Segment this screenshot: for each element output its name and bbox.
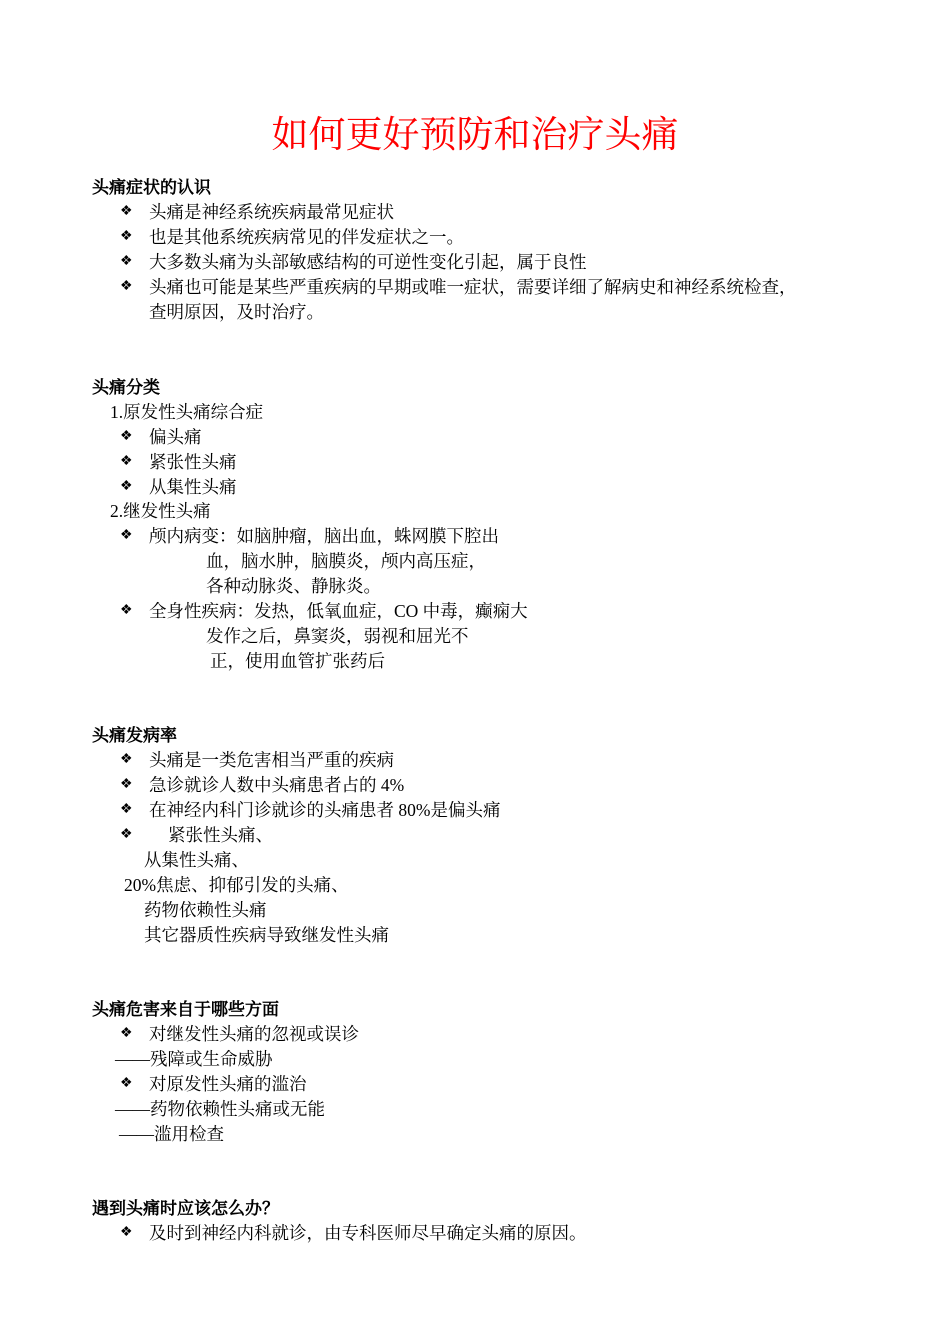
list-item-continuation: 发作之后，鼻窦炎，弱视和屈光不 xyxy=(206,626,469,646)
list-item: 偏头痛 xyxy=(149,427,202,447)
section-heading-symptoms: 头痛症状的认识 xyxy=(92,178,211,197)
subheading-primary: 1.原发性头痛综合症 xyxy=(110,402,264,422)
list-item-continuation: 各种动脉炎、静脉炎。 xyxy=(206,576,381,596)
bullet-icon: ❖ xyxy=(120,827,133,842)
list-item-continuation: 查明原因，及时治疗。 xyxy=(149,302,324,322)
list-item-continuation: 血，脑水肿，脑膜炎，颅内高压症， xyxy=(206,551,486,571)
list-item-continuation: 其它器质性疾病导致继发性头痛 xyxy=(144,925,389,945)
bullet-icon: ❖ xyxy=(120,777,133,792)
list-item: 从集性头痛 xyxy=(149,477,237,497)
section-heading-classification: 头痛分类 xyxy=(92,378,160,397)
list-item-continuation: 20%焦虑、抑郁引发的头痛、 xyxy=(124,875,349,895)
bullet-icon: ❖ xyxy=(120,802,133,817)
list-item: 全身性疾病：发热，低氧血症，CO 中毒，癫痫大 xyxy=(149,601,528,621)
list-item: 颅内病变：如脑肿瘤，脑出血，蛛网膜下腔出 xyxy=(149,526,499,546)
list-item-continuation: ——滥用检查 xyxy=(119,1124,224,1144)
section-heading-what-to-do: 遇到头痛时应该怎么办？ xyxy=(92,1199,279,1218)
bullet-icon: ❖ xyxy=(120,1076,133,1091)
section-heading-incidence: 头痛发病率 xyxy=(92,726,177,745)
bullet-icon: ❖ xyxy=(120,254,133,269)
bullet-icon: ❖ xyxy=(120,279,133,294)
list-item: 头痛是神经系统疾病最常见症状 xyxy=(149,202,394,222)
list-item: 也是其他系统疾病常见的伴发症状之一。 xyxy=(149,227,464,247)
bullet-icon: ❖ xyxy=(120,229,133,244)
bullet-icon: ❖ xyxy=(120,603,133,618)
bullet-icon: ❖ xyxy=(120,1225,133,1240)
subheading-secondary: 2.继发性头痛 xyxy=(110,501,211,521)
list-item: 大多数头痛为头部敏感结构的可逆性变化引起，属于良性 xyxy=(149,252,587,272)
list-item-continuation: 正，使用血管扩张药后 xyxy=(210,651,385,671)
list-item: 急诊就诊人数中头痛患者占的 4% xyxy=(149,775,405,795)
bullet-icon: ❖ xyxy=(120,454,133,469)
section-heading-harm: 头痛危害来自于哪些方面 xyxy=(92,1000,279,1019)
list-item-continuation: 药物依赖性头痛 xyxy=(144,900,267,920)
bullet-icon: ❖ xyxy=(120,204,133,219)
bullet-icon: ❖ xyxy=(120,1026,133,1041)
bullet-icon: ❖ xyxy=(120,752,133,767)
list-item-continuation: ——药物依赖性头痛或无能 xyxy=(115,1099,325,1119)
document-title: 如何更好预防和治疗头痛 xyxy=(271,113,679,156)
list-item-continuation: ——残障或生命威胁 xyxy=(115,1049,273,1069)
bullet-icon: ❖ xyxy=(120,528,133,543)
list-item: 头痛也可能是某些严重疾病的早期或唯一症状，需要详细了解病史和神经系统检查， xyxy=(149,277,797,297)
list-item: 对原发性头痛的滥治 xyxy=(149,1074,307,1094)
bullet-icon: ❖ xyxy=(120,429,133,444)
bullet-icon: ❖ xyxy=(120,479,133,494)
list-item: 头痛是一类危害相当严重的疾病 xyxy=(149,750,394,770)
list-item-continuation: 从集性头痛、 xyxy=(144,850,249,870)
list-item: 在神经内科门诊就诊的头痛患者 80%是偏头痛 xyxy=(149,800,501,820)
list-item: 及时到神经内科就诊，由专科医师尽早确定头痛的原因。 xyxy=(149,1223,587,1243)
list-item: 紧张性头痛、 xyxy=(168,825,273,845)
list-item: 对继发性头痛的忽视或误诊 xyxy=(149,1024,359,1044)
list-item: 紧张性头痛 xyxy=(149,452,237,472)
